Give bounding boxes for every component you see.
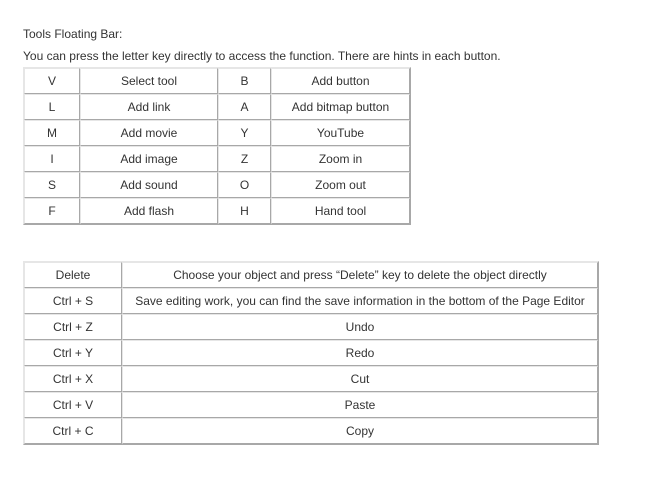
shortcut-key-cell: A bbox=[218, 94, 271, 120]
table-row bbox=[24, 120, 410, 146]
action-cell: Add sound bbox=[80, 172, 218, 198]
intro-text: You can press the letter key directly to access the function. There are hints in each button. bbox=[23, 49, 501, 63]
table-row bbox=[24, 366, 598, 392]
description-cell: Redo bbox=[122, 340, 598, 366]
shortcut-key-cell: Ctrl + S bbox=[24, 288, 122, 314]
description-cell: Copy bbox=[122, 418, 598, 444]
table-row bbox=[24, 172, 410, 198]
tools-shortcut-table bbox=[23, 67, 411, 225]
description-cell: Undo bbox=[122, 314, 598, 340]
shortcut-key-cell: Ctrl + C bbox=[24, 418, 122, 444]
table-row bbox=[24, 262, 598, 288]
action-cell: Add button bbox=[271, 68, 410, 94]
shortcut-key-cell: Z bbox=[218, 146, 271, 172]
shortcut-key-cell: B bbox=[218, 68, 271, 94]
shortcut-key-cell: Ctrl + X bbox=[24, 366, 122, 392]
table-row bbox=[24, 418, 598, 444]
description-cell: Cut bbox=[122, 366, 598, 392]
shortcut-key-cell: Ctrl + Z bbox=[24, 314, 122, 340]
action-cell: Select tool bbox=[80, 68, 218, 94]
description-cell: Paste bbox=[122, 392, 598, 418]
shortcut-key-cell: O bbox=[218, 172, 271, 198]
shortcut-key-cell: V bbox=[24, 68, 80, 94]
table-row bbox=[24, 198, 410, 224]
table-row bbox=[24, 68, 410, 94]
action-cell: Add movie bbox=[80, 120, 218, 146]
page-heading: Tools Floating Bar: bbox=[23, 27, 123, 41]
description-cell: Choose your object and press “Delete” key to delete the object directly bbox=[122, 262, 598, 288]
action-cell: Add link bbox=[80, 94, 218, 120]
shortcut-key-cell: Y bbox=[218, 120, 271, 146]
shortcut-key-cell: S bbox=[24, 172, 80, 198]
action-cell: Hand tool bbox=[271, 198, 410, 224]
editing-shortcut-table bbox=[23, 261, 599, 445]
action-cell: Zoom in bbox=[271, 146, 410, 172]
shortcut-key-cell: Delete bbox=[24, 262, 122, 288]
table-row bbox=[24, 340, 598, 366]
action-cell: Zoom out bbox=[271, 172, 410, 198]
table-row bbox=[24, 392, 598, 418]
shortcut-key-cell: I bbox=[24, 146, 80, 172]
action-cell: YouTube bbox=[271, 120, 410, 146]
shortcut-key-cell: H bbox=[218, 198, 271, 224]
action-cell: Add flash bbox=[80, 198, 218, 224]
table-row bbox=[24, 146, 410, 172]
table-row bbox=[24, 314, 598, 340]
shortcut-key-cell: L bbox=[24, 94, 80, 120]
action-cell: Add bitmap button bbox=[271, 94, 410, 120]
shortcut-key-cell: M bbox=[24, 120, 80, 146]
action-cell: Add image bbox=[80, 146, 218, 172]
table-row bbox=[24, 288, 598, 314]
shortcut-key-cell: Ctrl + Y bbox=[24, 340, 122, 366]
shortcut-key-cell: F bbox=[24, 198, 80, 224]
description-cell: Save editing work, you can find the save information in the bottom of the Page Editor bbox=[122, 288, 598, 314]
shortcut-key-cell: Ctrl + V bbox=[24, 392, 122, 418]
table-row bbox=[24, 94, 410, 120]
